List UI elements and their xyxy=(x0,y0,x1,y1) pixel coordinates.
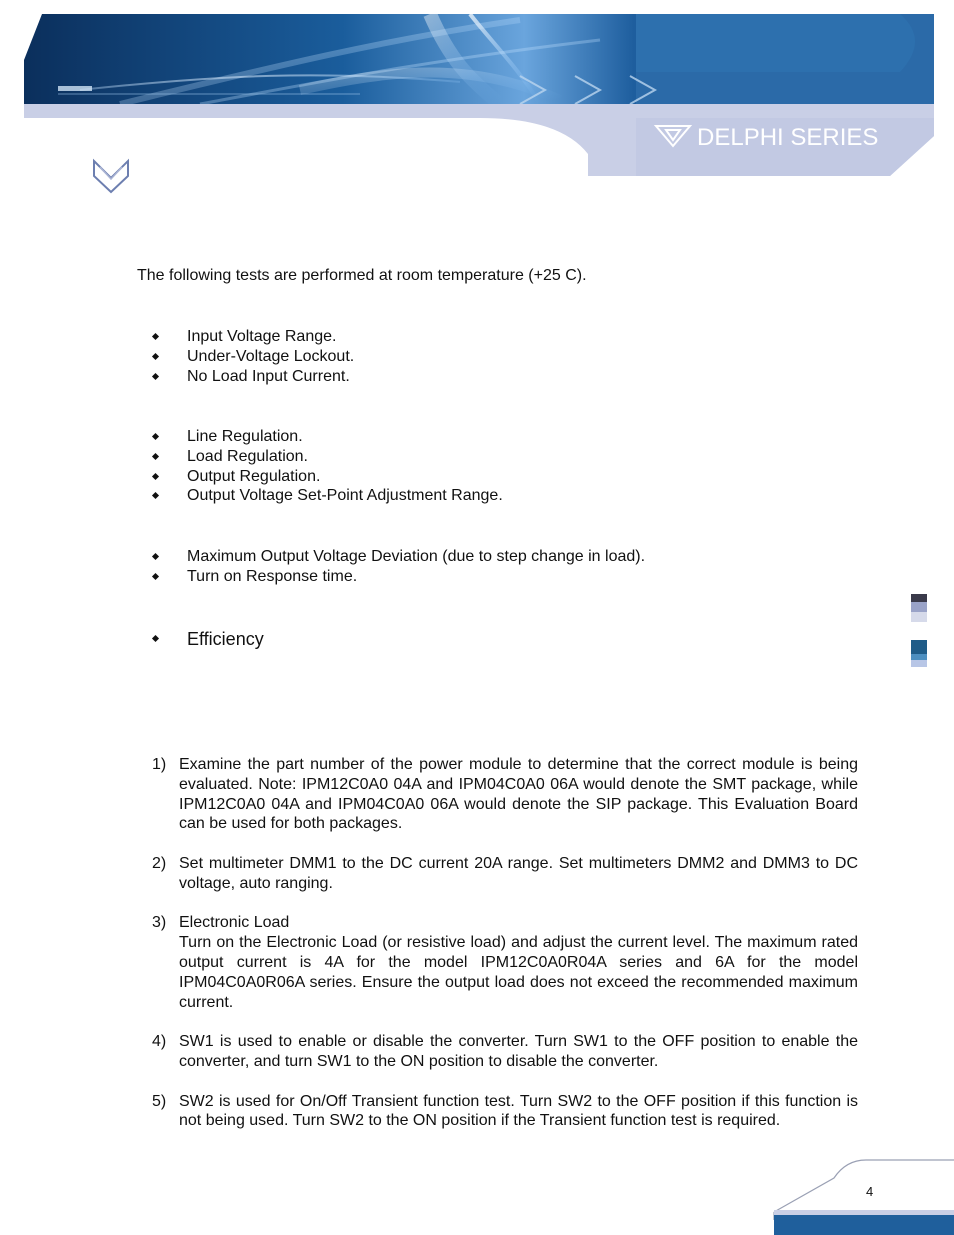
diamond-bullet-icon xyxy=(152,573,159,580)
list-item: Output Regulation. xyxy=(150,467,503,487)
diamond-bullet-icon xyxy=(152,553,159,560)
procedure-step: 3) Electronic Load Turn on the Electronic Load (or resistive load) and adjust the current level. The maximum rated output current is 4A for the model IPM12C0A0R04A series and 6A for the model IPM04C0A0R06A series. Ensure the output load does not exceed the recommended maximum current. xyxy=(152,914,858,1011)
diamond-bullet-icon xyxy=(152,492,159,499)
list-item: Turn on Response time. xyxy=(150,567,645,587)
bullet-list-input xyxy=(150,327,354,386)
list-item: Output Voltage Set-Point Adjustment Range. xyxy=(150,486,503,506)
bullet-list-dynamic xyxy=(150,547,645,587)
procedure-step: 5) SW2 is used for On/Off Transient function test. Turn SW2 to the OFF position if this function is not being used. Turn SW2 to the ON position if the Transient function test is required. xyxy=(152,1092,858,1130)
diamond-bullet-icon xyxy=(152,473,159,480)
diamond-bullet-icon xyxy=(152,635,159,642)
bullet-list-efficiency xyxy=(150,627,264,651)
footer-ornament xyxy=(760,1150,954,1235)
list-item: Under-Voltage Lockout. xyxy=(150,347,354,367)
list-item: Maximum Output Voltage Deviation (due to step change in load). xyxy=(150,547,645,567)
diamond-bullet-icon xyxy=(152,333,159,340)
procedure-steps xyxy=(150,755,858,1151)
side-color-tab xyxy=(911,594,927,622)
diamond-bullet-icon xyxy=(152,353,159,360)
procedure-step: 4) SW1 is used to enable or disable the converter. Turn SW1 to the OFF position to enable the converter, and turn SW1 to the ON position to disable the converter. xyxy=(152,1033,858,1070)
diamond-bullet-icon xyxy=(152,433,159,440)
diamond-bullet-icon xyxy=(152,453,159,460)
list-item: Line Regulation. xyxy=(150,427,503,447)
list-item: Load Regulation. xyxy=(150,447,503,467)
procedure-step: 2) Set multimeter DMM1 to the DC current 20A range. Set multimeters DMM2 and DMM3 to DC voltage, auto ranging. xyxy=(152,854,858,892)
bullet-list-output xyxy=(150,427,503,506)
page-number: 4 xyxy=(866,1184,874,1199)
brand-text: DELPHI SERIES xyxy=(697,124,879,151)
procedure-step: 1) Examine the part number of the power module to determine that the correct module is being evaluated. Note: IPM12C0A0 04A and IPM04C0A0 06A would denote the SMT package, while IPM12C0A0 04A and IPM04C0A0 06A would denote the SIP package. This Evaluation Board can be used for both packages. xyxy=(152,756,858,833)
list-item: Efficiency xyxy=(150,627,264,651)
list-item: Input Voltage Range. xyxy=(150,327,354,347)
diamond-bullet-icon xyxy=(152,373,159,380)
intro-text: The following tests are performed at room temperature (+25 C). xyxy=(137,267,587,284)
list-item: No Load Input Current. xyxy=(150,367,354,387)
side-color-tab xyxy=(911,640,927,667)
